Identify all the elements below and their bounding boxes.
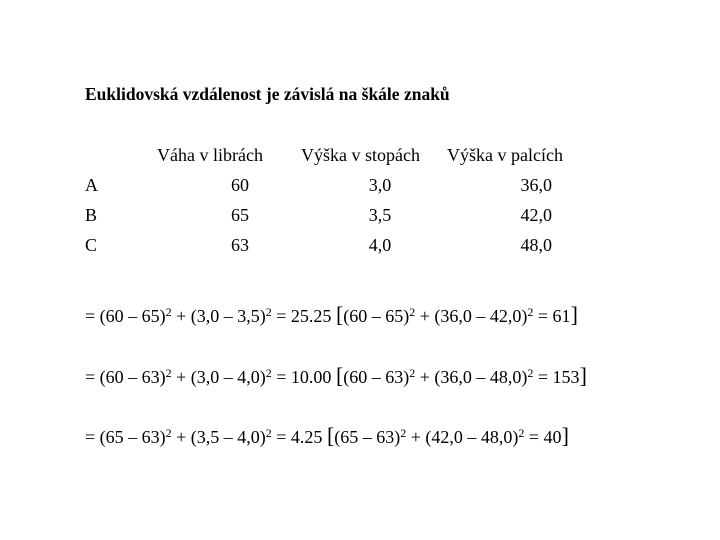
formula-exponent: 2: [518, 426, 525, 440]
row-label: B: [85, 205, 98, 225]
formula-text: + (3,5 – 4,0): [171, 427, 266, 447]
distance-formula-bc: [85, 423, 569, 448]
close-bracket: ]: [579, 363, 587, 388]
formula-result: = 10.00: [271, 367, 336, 387]
formula-text: = (60 – 65): [85, 306, 166, 326]
distance-formula-ab: [85, 302, 578, 327]
weight-value: 65: [231, 205, 249, 225]
formula-result: = 61: [533, 306, 571, 326]
header-weight-pounds: Váha v librách: [157, 145, 263, 165]
formula-result: = 25.25: [271, 306, 336, 326]
header-height-inches: Výška v palcích: [447, 145, 563, 165]
formula-text: + (3,0 – 3,5): [171, 306, 266, 326]
formula-result: = 4.25: [271, 427, 327, 447]
height-feet-value: 3,0: [368, 175, 392, 195]
height-inches-value: 36,0: [520, 175, 552, 195]
open-bracket: [: [326, 423, 335, 448]
formula-text: + (42,0 – 48,0): [406, 427, 519, 447]
formula-exponent: 2: [400, 426, 407, 440]
formula-exponent: 2: [165, 426, 172, 440]
formula-text: (65 – 63): [334, 427, 401, 447]
formula-text: = (60 – 63): [85, 367, 166, 387]
table-row: [0, 205, 720, 229]
formula-exponent: 2: [527, 305, 534, 319]
formula-exponent: 2: [265, 366, 272, 380]
table-row: [0, 175, 720, 199]
open-bracket: [: [335, 302, 344, 327]
formula-text: (60 – 65): [343, 306, 410, 326]
formula-text: + (36,0 – 48,0): [415, 367, 528, 387]
weight-value: 60: [231, 175, 249, 195]
slide-title: Euklidovská vzdálenost je závislá na škále znaků: [85, 84, 450, 104]
header-height-feet: Výška v stopách: [301, 145, 420, 165]
close-bracket: ]: [561, 423, 569, 448]
formula-text: = (65 – 63): [85, 427, 166, 447]
row-label: C: [85, 235, 98, 255]
close-bracket: ]: [570, 302, 578, 327]
distance-formula-ac: [85, 363, 587, 388]
open-bracket: [: [335, 363, 344, 388]
formula-result: = 40: [524, 427, 562, 447]
formula-text: + (36,0 – 42,0): [415, 306, 528, 326]
formula-exponent: 2: [165, 305, 172, 319]
height-inches-value: 48,0: [520, 235, 552, 255]
height-feet-value: 3,5: [368, 205, 392, 225]
formula-exponent: 2: [265, 305, 272, 319]
formula-text: (60 – 63): [343, 367, 410, 387]
row-label: A: [85, 175, 98, 195]
formula-exponent: 2: [409, 366, 416, 380]
formula-exponent: 2: [165, 366, 172, 380]
height-feet-value: 4,0: [368, 235, 392, 255]
formula-exponent: 2: [527, 366, 534, 380]
table-row: [0, 235, 720, 259]
formula-result: = 153: [533, 367, 580, 387]
formula-text: + (3,0 – 4,0): [171, 367, 266, 387]
formula-exponent: 2: [265, 426, 272, 440]
weight-value: 63: [231, 235, 249, 255]
height-inches-value: 42,0: [520, 205, 552, 225]
formula-exponent: 2: [409, 305, 416, 319]
